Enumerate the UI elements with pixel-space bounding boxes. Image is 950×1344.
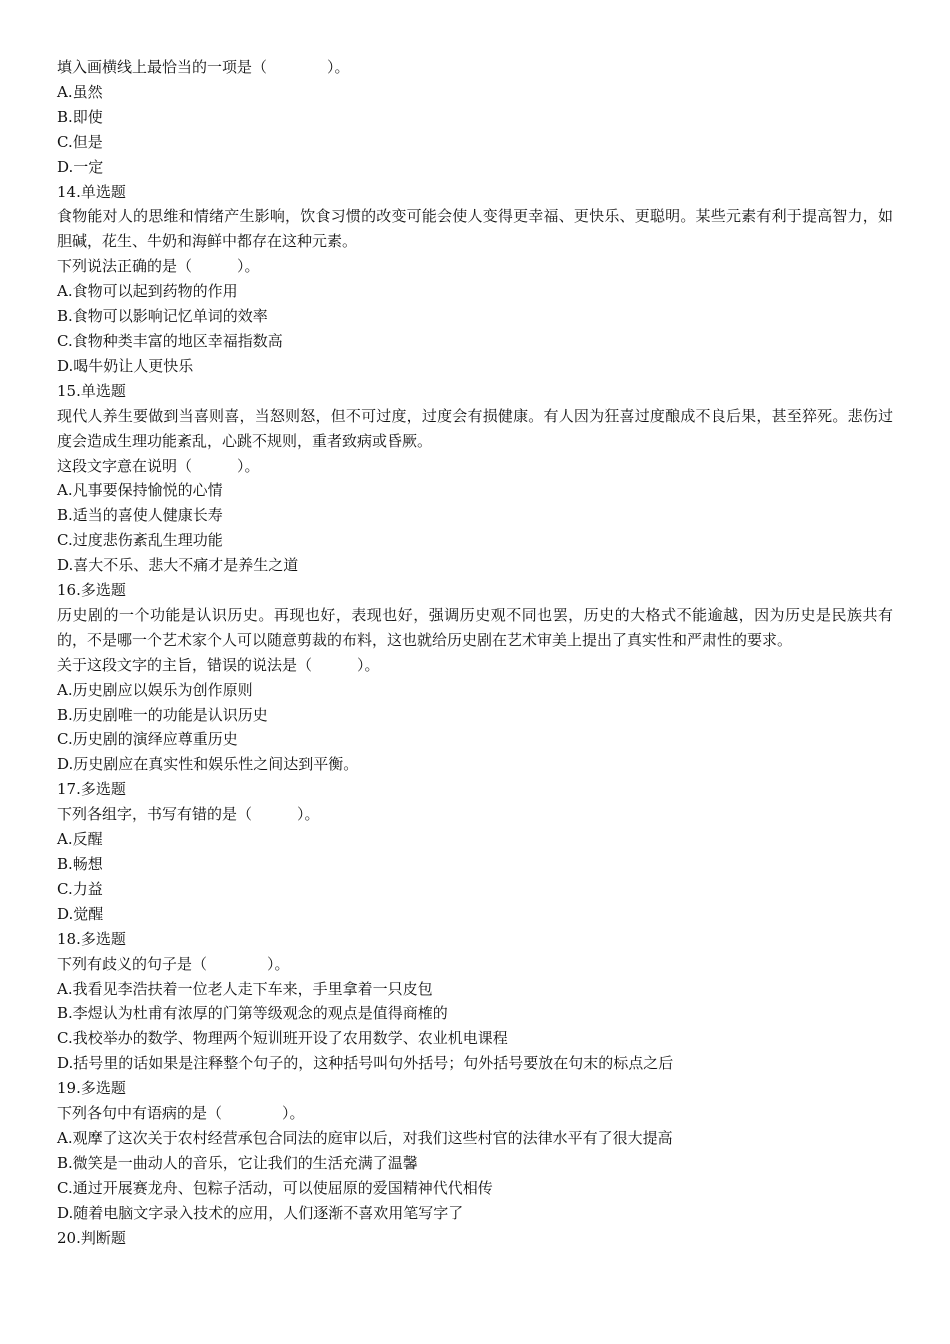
option-c-19: C.通过开展赛龙舟、包粽子活动，可以使屈原的爱国精神代代相传 (57, 1178, 493, 1197)
option-d-14: D.喝牛奶让人更快乐 (57, 356, 194, 375)
question-header-17: 17.多选题 (57, 780, 126, 799)
question-stem-14: 下列说法正确的是（ ）。 (57, 257, 260, 276)
question-stem-17: 下列各组字，书写有错的是（ ）。 (57, 805, 320, 824)
option-d-15: D.喜大不乐、悲大不痛才是养生之道 (57, 556, 299, 575)
option-b-18: B.李煜认为杜甫有浓厚的门第等级观念的观点是值得商榷的 (57, 1004, 448, 1023)
question-stem: 填入画横线上最恰当的一项是（ ）。 (57, 58, 350, 76)
document-page (57, 55, 893, 1251)
question-passage-14: 食物能对人的思维和情绪产生影响，饮食习惯的改变可能会使人变得更幸福、更快乐、更聪明。某些元素有利于提高智力，如胆碱，花生、牛奶和海鲜中都存在这种元素。 (57, 207, 893, 251)
option-c-14: C.食物种类丰富的地区幸福指数高 (57, 331, 283, 350)
question-stem-19: 下列各句中有语病的是（ ）。 (57, 1104, 305, 1123)
option-d-19: D.随着电脑文字录入技术的应用，人们逐渐不喜欢用笔写字了 (57, 1203, 464, 1222)
question-stem-18: 下列有歧义的句子是（ ）。 (57, 954, 290, 973)
option-d-16: D.历史剧应在真实性和娱乐性之间达到平衡。 (57, 755, 359, 774)
option-c-15: C.过度悲伤紊乱生理功能 (57, 531, 223, 550)
option-a-16: A.历史剧应以娱乐为创作原则 (57, 680, 253, 699)
question-header-18: 18.多选题 (57, 929, 126, 948)
option-a-17: A.反醒 (57, 830, 103, 849)
question-passage-15: 现代人养生要做到当喜则喜，当怒则怒，但不可过度，过度会有损健康。有人因为狂喜过度酿成不良后果，甚至猝死。悲伤过度会造成生理功能紊乱，心跳不规则，重者致病或昏厥。 (57, 406, 893, 450)
option-a-19: A.观摩了这次关于农村经营承包合同法的庭审以后，对我们这些村官的法律水平有了很大提高 (57, 1128, 673, 1147)
question-header-19: 19.多选题 (57, 1079, 126, 1098)
option-c: C.但是 (57, 132, 103, 151)
option-b-14: B.食物可以影响记忆单词的效率 (57, 307, 268, 326)
option-a: A.虽然 (57, 82, 103, 101)
option-a-15: A.凡事要保持愉悦的心情 (57, 481, 223, 500)
question-header-15: 15.单选题 (57, 381, 126, 400)
option-b-15: B.适当的喜使人健康长寿 (57, 506, 223, 525)
option-c-18: C.我校举办的数学、物理两个短训班开设了农用数学、农业机电课程 (57, 1029, 508, 1048)
question-header-20: 20.判断题 (57, 1228, 126, 1247)
question-passage-16: 历史剧的一个功能是认识历史。再现也好，表现也好，强调历史观不同也罢，历史的大格式不能逾越，因为历史是民族共有的，不是哪一个艺术家个人可以随意剪裁的布料，这也就给历史剧在艺术审美上提出了真实性和严肃性的要求。 (57, 605, 893, 649)
option-b-19: B.微笑是一曲动人的音乐，它让我们的生活充满了温馨 (57, 1153, 418, 1172)
question-header-14: 14.单选题 (57, 182, 126, 201)
option-b-16: B.历史剧唯一的功能是认识历史 (57, 705, 268, 724)
option-c-16: C.历史剧的演绎应尊重历史 (57, 730, 238, 749)
option-b-17: B.畅想 (57, 855, 103, 873)
question-stem-15: 这段文字意在说明（ ）。 (57, 456, 260, 475)
option-b: B.即使 (57, 107, 103, 126)
option-a-14: A.食物可以起到药物的作用 (57, 282, 238, 301)
option-c-17: C.力益 (57, 879, 103, 898)
question-stem-16: 关于这段文字的主旨，错误的说法是（ ）。 (57, 655, 380, 674)
option-d-17: D.觉醒 (57, 904, 104, 923)
option-a-18: A.我看见李浩扶着一位老人走下车来，手里拿着一只皮包 (57, 979, 433, 998)
option-d: D.一定 (57, 157, 104, 176)
option-d-18: D.括号里的话如果是注释整个句子的，这种括号叫句外括号；句外括号要放在句末的标点之后 (57, 1054, 674, 1073)
question-header-16: 16.多选题 (57, 581, 126, 600)
